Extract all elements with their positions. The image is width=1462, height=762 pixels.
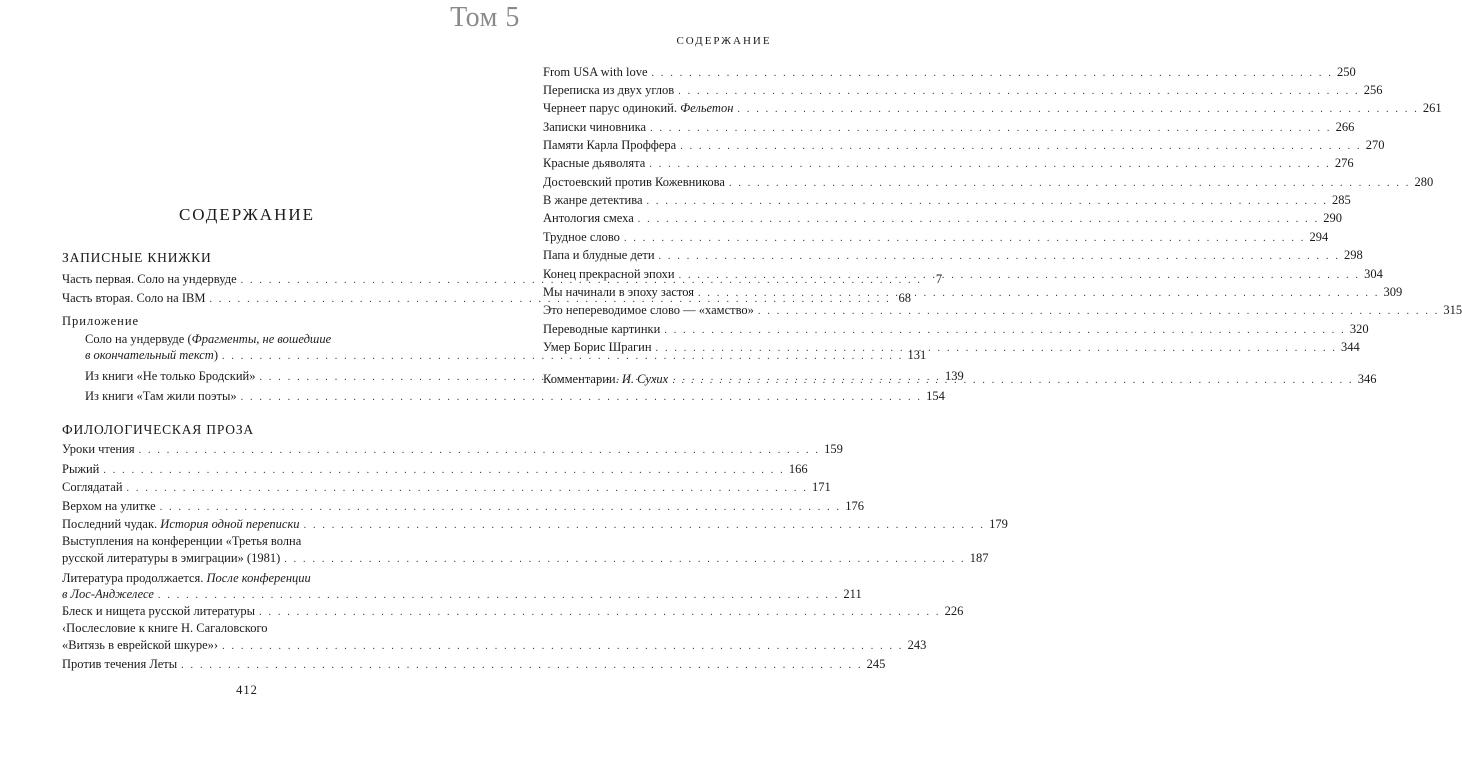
entry-subtitle: в Лос-Анджелесе — [62, 587, 154, 601]
entry-page: 187 — [969, 551, 989, 565]
entry-page: 154 — [926, 389, 945, 403]
entry-page: 298 — [1344, 248, 1363, 262]
entry-page: 346 — [1357, 372, 1377, 386]
toc-entry[interactable] — [543, 321, 1369, 337]
entry-title: Мы начинали в эпоху застоя — [543, 285, 695, 299]
entry-subtitle: Фрагменты, не вошедшие — [191, 332, 332, 346]
entry-title: Последний чудак. — [62, 517, 161, 531]
entry-title: «Витязь в еврейской шкуре»› — [62, 638, 219, 652]
entry-page: 176 — [845, 499, 864, 513]
toc-entry[interactable] — [543, 302, 1462, 318]
entry-title: Папа и блудные дети — [543, 248, 655, 262]
entry-page: 139 — [945, 369, 964, 383]
entry-page: 320 — [1349, 322, 1369, 336]
entry-title: Умер Борис Шрагин — [543, 340, 652, 354]
entry-page: 243 — [907, 638, 927, 652]
entry-title: Из книги «Там жили поэты» — [85, 389, 237, 403]
toc-entry[interactable] — [543, 192, 1351, 208]
entry-page: 250 — [1337, 65, 1356, 79]
entry-page: 266 — [1335, 120, 1355, 134]
toc-title: СОДЕРЖАНИЕ — [178, 205, 316, 224]
volume-title: Том 5 — [450, 2, 520, 33]
toc-entry[interactable] — [543, 100, 1442, 116]
entry-title: Литература продолжается. — [62, 571, 207, 585]
toc-entry[interactable] — [62, 498, 864, 514]
entry-title: Соглядатай — [62, 480, 123, 494]
toc-entry[interactable] — [62, 637, 927, 653]
entry-page: 256 — [1363, 83, 1383, 97]
toc-entry[interactable] — [543, 210, 1343, 226]
entry-title: Соло на ундервуде ( — [85, 332, 192, 346]
entry-subtitle: Фельетон — [680, 101, 734, 115]
toc-entry[interactable] — [543, 229, 1329, 245]
toc-entry[interactable] — [543, 247, 1363, 263]
entry-page: 211 — [843, 587, 862, 601]
entry-title: Переписка из двух углов — [543, 83, 675, 97]
entry-title: русской литературы в эмиграции» (1981) — [62, 551, 281, 565]
entry-page: 171 — [812, 480, 831, 494]
entry-title: Часть первая. Соло на ундервуде — [62, 272, 237, 286]
entry-title: Антология смеха — [543, 211, 634, 225]
entry-page: 344 — [1341, 340, 1360, 354]
entry-title: В жанре детектива — [543, 193, 643, 207]
entry-page: 294 — [1309, 230, 1329, 244]
entry-page: 226 — [944, 604, 964, 618]
entry-page: 179 — [989, 517, 1008, 531]
appendix-heading: Приложение — [62, 314, 140, 328]
toc-entry[interactable] — [62, 550, 989, 566]
entry-title: Переводные картинки — [543, 322, 661, 336]
entry-title: Красные дьяволята — [543, 156, 646, 170]
entry-title: Записки чиновника — [543, 120, 647, 134]
toc-entry[interactable] — [62, 461, 808, 477]
toc-entry[interactable] — [62, 479, 831, 495]
page-number: 412 — [236, 683, 258, 697]
entry-page: 276 — [1334, 156, 1354, 170]
toc-entry[interactable] — [543, 119, 1355, 135]
toc-entry[interactable] — [543, 174, 1434, 190]
entry-title: Памяти Карла Проффера — [543, 138, 677, 152]
toc-entry-line1[interactable]: ‹Послесловие к книге Н. Сагаловского — [62, 621, 268, 635]
toc-entry[interactable] — [543, 64, 1356, 80]
toc-entry[interactable] — [543, 137, 1385, 153]
entry-title: Часть вторая. Соло на IBM — [62, 291, 206, 305]
toc-entry-line1[interactable] — [85, 331, 331, 347]
toc-entry-line1[interactable]: Выступления на конференции «Третья волна — [62, 534, 302, 548]
entry-subtitle: История одной переписки — [160, 517, 300, 531]
entry-title: Блеск и нищета русской литературы — [62, 604, 256, 618]
entry-title: Против течения Леты — [62, 657, 178, 671]
entry-page: 245 — [866, 657, 886, 671]
toc-entry-line1[interactable] — [62, 570, 311, 586]
entry-title: Комментарии. — [543, 372, 622, 386]
entry-page: 280 — [1414, 175, 1434, 189]
entry-page: 159 — [824, 442, 843, 456]
entry-title: Конец прекрасной эпохи — [543, 267, 675, 281]
entry-page: 68 — [898, 291, 911, 305]
entry-page: 261 — [1422, 101, 1442, 115]
toc-entry[interactable] — [62, 441, 843, 457]
entry-page: 7 — [935, 272, 943, 286]
entry-title: From USA with love — [543, 65, 648, 79]
running-head: СОДЕРЖАНИЕ — [676, 35, 772, 47]
entry-title: Трудное слово — [543, 230, 620, 244]
entry-title: Чернеет парус одинокий. — [543, 101, 681, 115]
section-notebooks: ЗАПИСНЫЕ КНИЖКИ — [62, 250, 212, 265]
toc-entry[interactable] — [62, 603, 964, 619]
toc-entry[interactable] — [543, 82, 1383, 98]
entry-page: 304 — [1364, 267, 1383, 281]
toc-entry[interactable] — [543, 266, 1383, 282]
entry-subtitle: в окончательный текст — [85, 348, 214, 362]
entry-page: 315 — [1443, 303, 1462, 317]
toc-entry[interactable] — [62, 516, 1008, 532]
toc-entry[interactable] — [62, 586, 862, 602]
entry-title: Из книги «Не только Бродский» — [85, 369, 256, 383]
toc-entry[interactable] — [543, 155, 1354, 171]
entry-page: 166 — [788, 462, 808, 476]
entry-page: 270 — [1365, 138, 1385, 152]
toc-entry[interactable] — [85, 388, 945, 404]
entry-subtitle: И. Сухих — [621, 372, 669, 386]
entry-subtitle: После конференции — [206, 571, 311, 585]
entry-title: ) — [213, 348, 218, 362]
toc-entry[interactable] — [62, 656, 886, 672]
entry-title: Уроки чтения — [62, 442, 135, 456]
entry-title: Рыжий — [62, 462, 100, 476]
entry-title: Достоевский против Кожевникова — [543, 175, 725, 189]
section-philological-prose: ФИЛОЛОГИЧЕСКАЯ ПРОЗА — [62, 422, 254, 437]
entry-page: 131 — [907, 348, 927, 362]
entry-page: 290 — [1323, 211, 1343, 225]
entry-page: 309 — [1383, 285, 1403, 299]
entry-page: 285 — [1332, 193, 1351, 207]
entry-title: Это непереводимое слово — «хамство» — [543, 303, 754, 317]
entry-title: Верхом на улитке — [62, 499, 156, 513]
